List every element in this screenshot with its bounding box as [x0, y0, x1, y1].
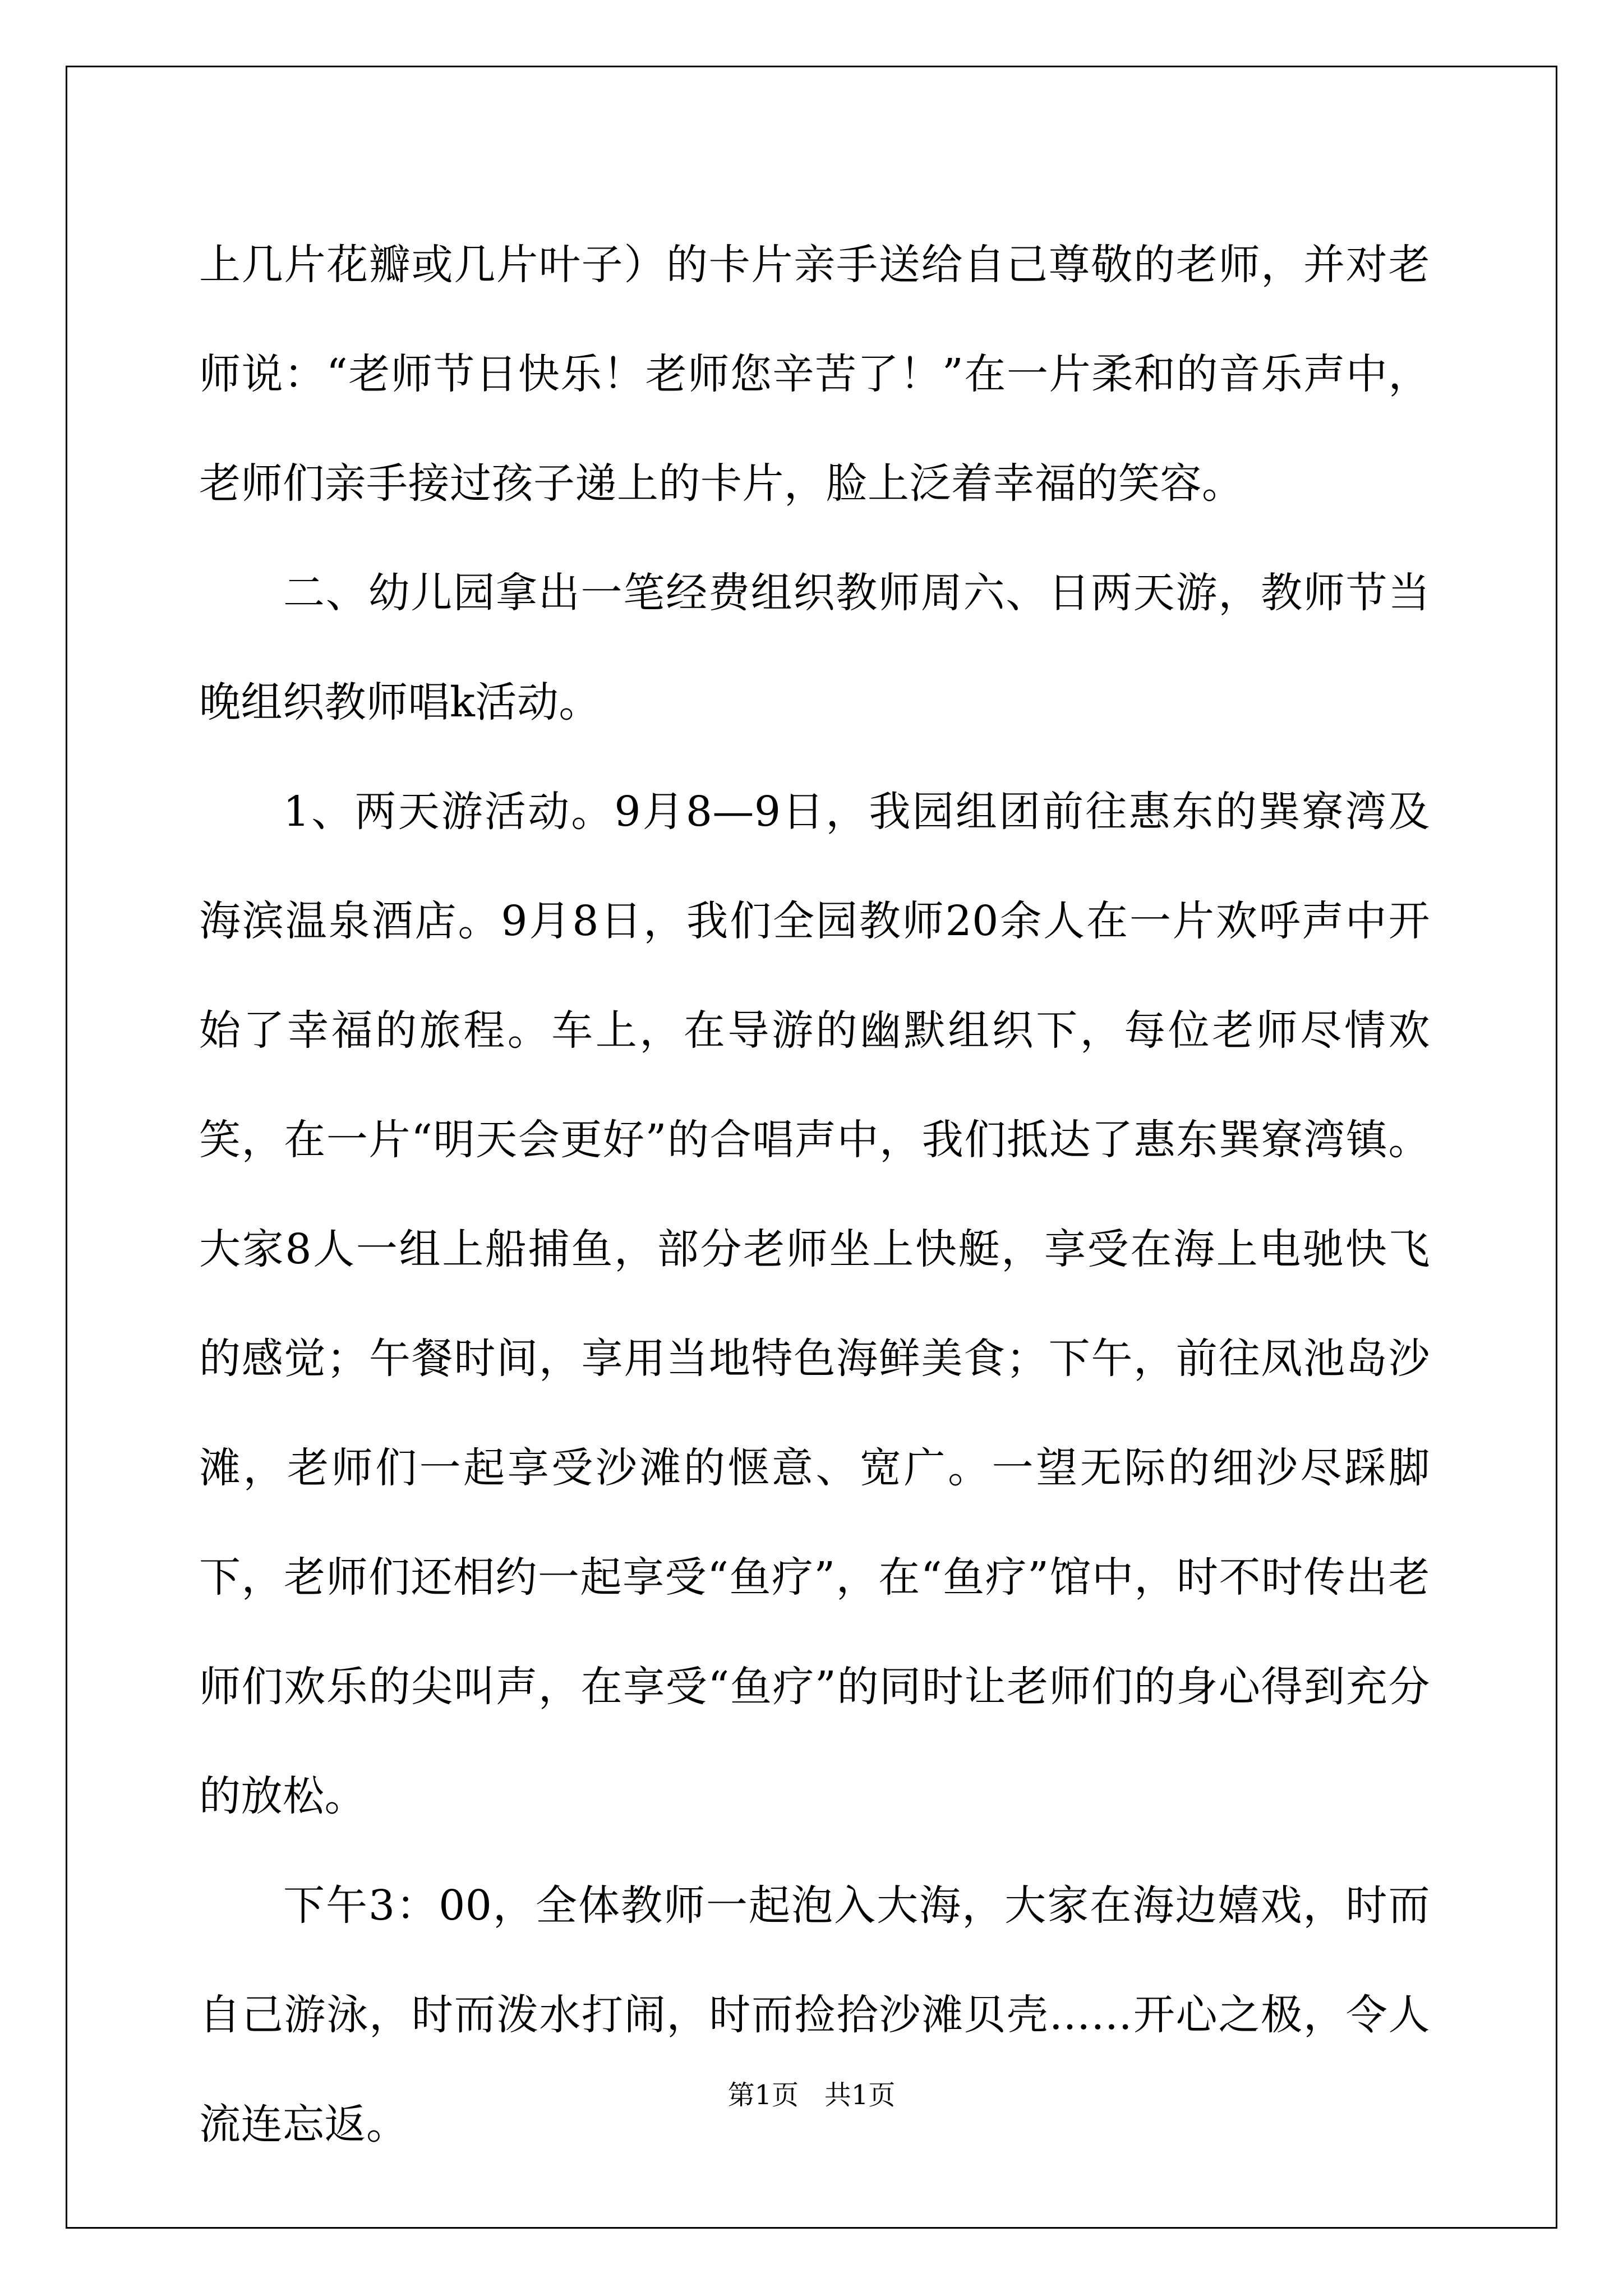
page-footer: 第1页 共1页 — [727, 2079, 896, 2111]
paragraph-afternoon-sea: 下午3：00，全体教师一起泡入大海，大家在海边嬉戏，时而自己游泳，时而泼水打闹，时而捡拾沙滩贝壳……开心之极，令人流连忘返。 — [199, 1881, 1430, 2148]
paragraph-section-two: 二、幼儿园拿出一笔经费组织教师周六、日两天游，教师节当晚组织教师唱k活动。 — [199, 569, 1430, 726]
paragraph-continuation: 上几片花瓣或几片叶子）的卡片亲手送给自己尊敬的老师，并对老师说：“老师节日快乐！老师您辛苦了！”在一片柔和的音乐声中，老师们亲手接过孩子递上的卡片，脸上泛着幸福的笑容。 — [199, 241, 1430, 508]
paragraph-two-day-trip: 1、两天游活动。9月8—9日，我园组团前往惠东的巽寮湾及海滨温泉酒店。9月8日，我们全园教师20余人在一片欢呼声中开始了幸福的旅程。车上，在导游的幽默组织下，每位老师尽情欢笑，在一片“明天会更好”的合唱声中，我们抵达了惠东巽寮湾镇。大家8人一组上船捕鱼，部分老师坐上快艇，享受在海上电驰快飞的感觉；午餐时间，享用当地特色海鲜美食；下午，前往凤池岛沙滩，老师们一起享受沙滩的惬意、宽广。一望无际的细沙尽踩脚下，老师们还相约一起享受“鱼疗”，在“鱼疗”馆中，时不时传出老师们欢乐的尖叫声，在享受“鱼疗”的同时让老师们的身心得到充分的放松。 — [199, 788, 1430, 1820]
document-body — [199, 210, 1430, 2179]
